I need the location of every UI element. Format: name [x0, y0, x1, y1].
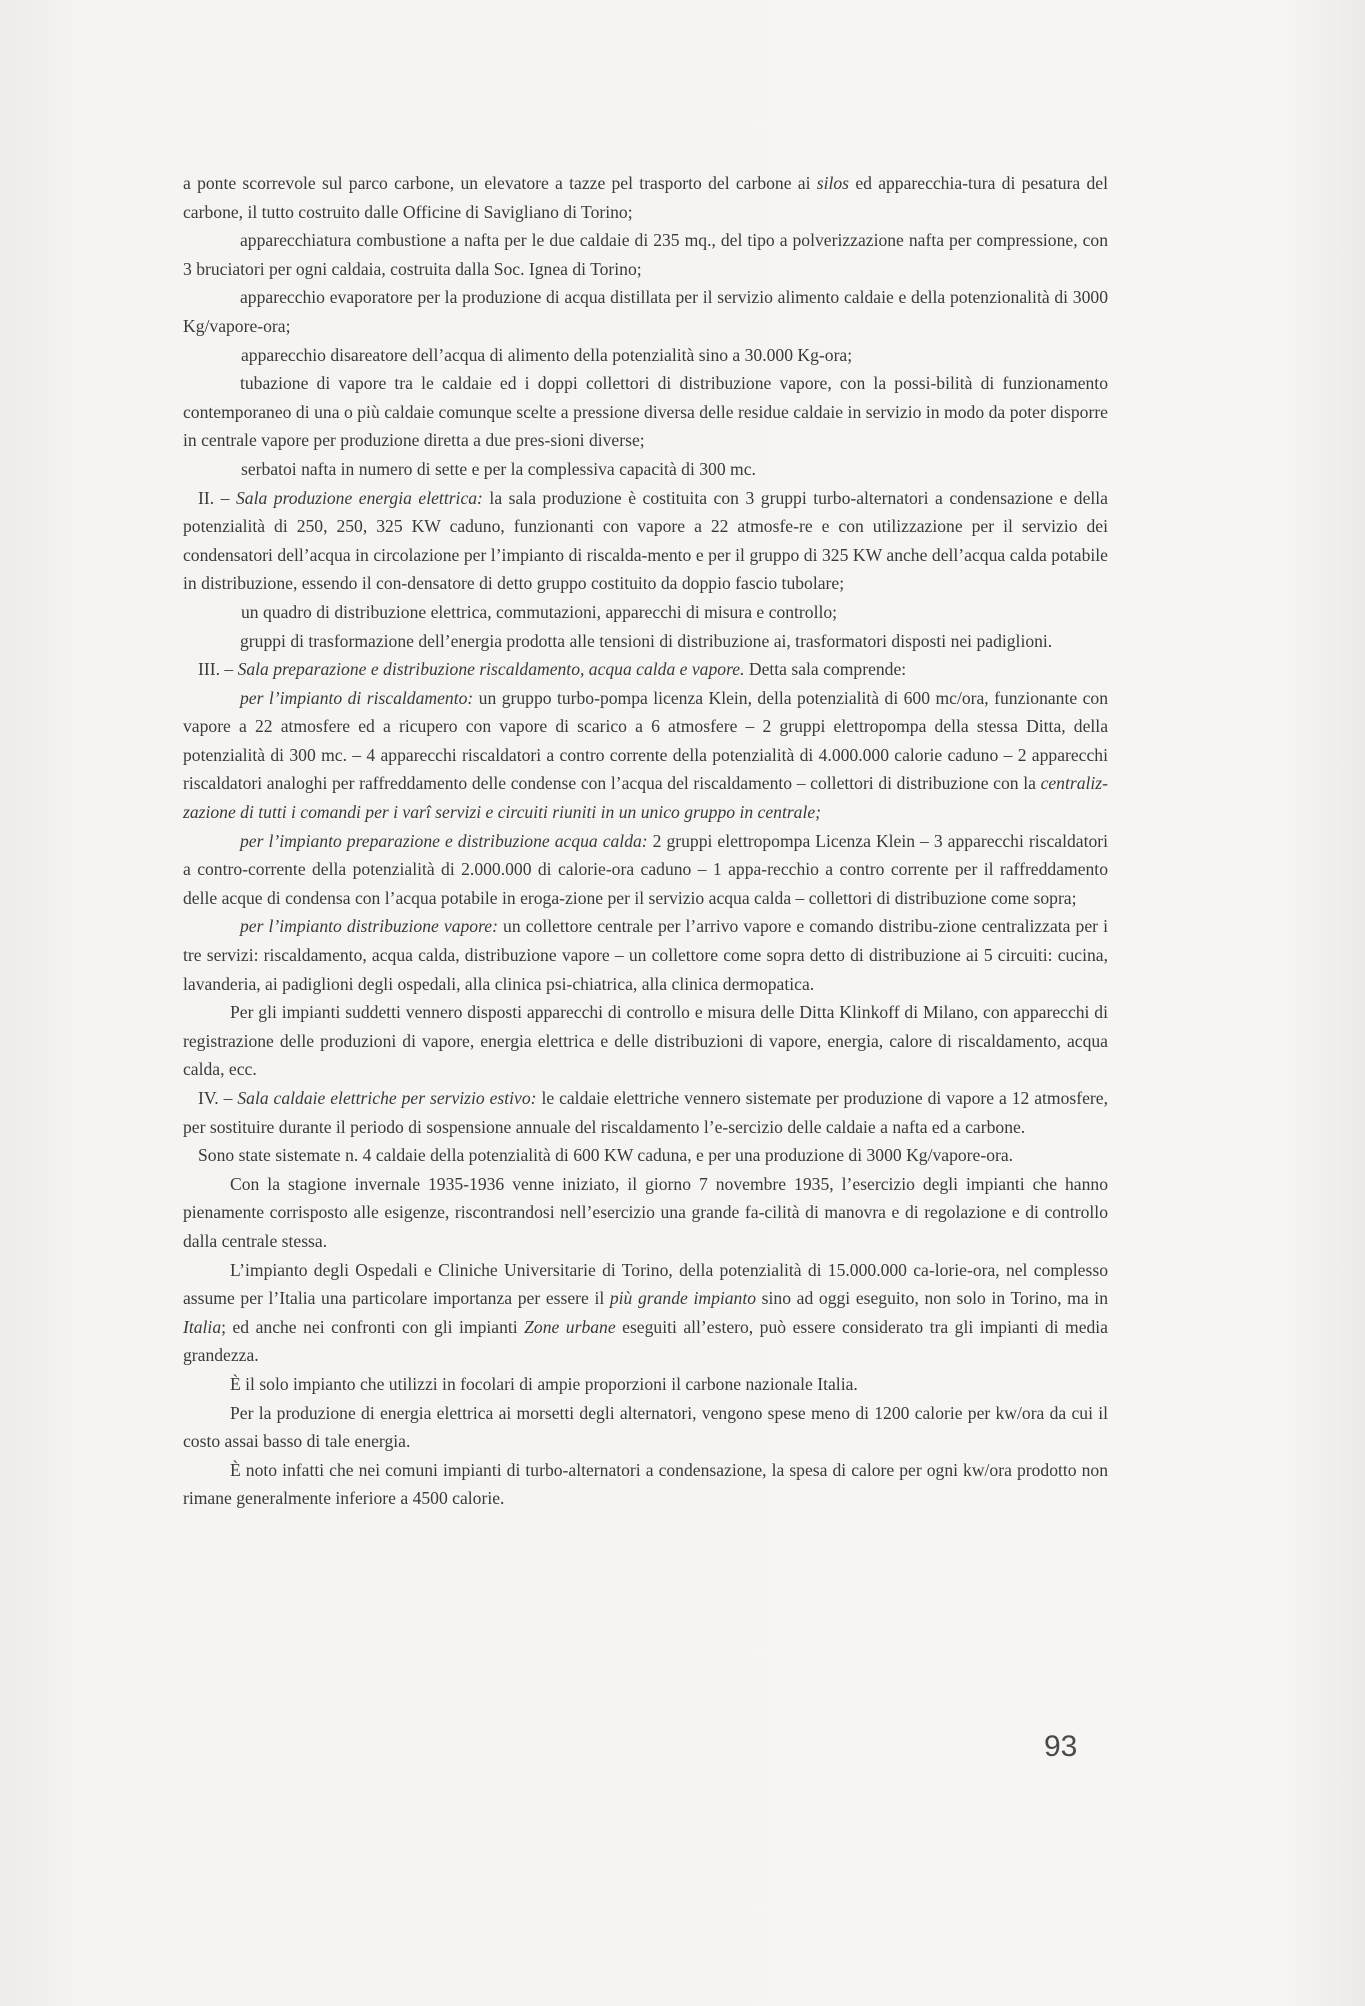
paragraph-p18 [183, 1256, 1108, 1370]
text-run: IV. – [198, 1088, 238, 1108]
paragraph-p16 [183, 1141, 1108, 1170]
text-run: apparecchio evaporatore per la produzione di acqua distillata per il servizio alimento caldaie e della potenzionalità di 3000 Kg/vapore-ora; [183, 287, 1108, 336]
text-run: gruppi di trasformazione dell’energia prodotta alle tensioni di distribuzione ai, trasformatori disposti nei padiglioni. [240, 630, 1053, 651]
italic-text: silos [816, 173, 850, 193]
paragraph-p21 [183, 1456, 1108, 1513]
body-text [183, 169, 1108, 1513]
text-run: Detta sala comprende: [744, 659, 907, 680]
italic-text: centraliz-zazione di tutti i comandi per i varî servizi e circuiti riuniti in un unico gruppo in centrale; [183, 773, 1108, 823]
text-run: a ponte scorrevole sul parco carbone, un elevatore a tazze pel trasporto del carbone ai [183, 173, 817, 193]
text-run: un collettore centrale per l’arrivo vapore e comando distribu-zione centralizzata per i tre servizi: riscaldamento, acqua calda, distribuzione vapore – un collettore come sopra detto di distribuzione ai 5 circuiti: cucina, lavanderia, ai padiglioni degli ospedali, alla clinica psi-chiatrica, alla clinica dermopatica. [183, 916, 1108, 994]
text-run: È noto infatti che nei comuni impianti di turbo-alternatori a condensazione, la spesa di calore per ogni kw/ora prodotto non rimane generalmente inferiore a 4500 calorie. [183, 1459, 1108, 1509]
paragraph-p2 [183, 226, 1108, 283]
text-run: Con la stagione invernale 1935-1936 venne iniziato, il giorno 7 novembre 1935, l’esercizio degli impianti che hanno pienamente corrisposto alle esigenze, riscontrandosi nell’esercizio una grande fa-cilità di manovra e di regolazione e di controllo dalla centrale stessa. [183, 1173, 1108, 1251]
paragraph-p6 [183, 455, 1108, 484]
text-run: L’impianto degli Ospedali e Cliniche Universitarie di Torino, della potenzialità di 15.000.000 ca-lorie-ora, nel complesso assume per l’Italia una particolare importanza per essere il [183, 1259, 1108, 1309]
paragraph-p20 [183, 1399, 1108, 1456]
paragraph-p13 [183, 912, 1108, 998]
paragraph-p8 [183, 598, 1108, 627]
text-run: II. – [198, 487, 236, 508]
italic-text: più grande impianto [609, 1288, 757, 1309]
text-run: apparecchiatura combustione a nafta per le due caldaie di 235 mq., del tipo a polverizzazione nafta per compressione, con 3 bruciatori per ogni caldaia, costruita dalla Soc. Ignea di Torino; [183, 230, 1108, 279]
paragraph-p19 [183, 1370, 1108, 1399]
italic-text: per l’impianto di riscaldamento: [240, 687, 474, 708]
italic-text: Sala produzione energia elettrica: [235, 487, 483, 508]
paragraph-p3 [183, 283, 1108, 340]
paragraph-p5 [183, 369, 1108, 455]
text-run: ed apparecchia-tura di pesatura del carbone, il tutto costruito dalle Officine di Savigliano di Torino; [183, 173, 1108, 222]
text-run: Per gli impianti suddetti vennero disposti apparecchi di controllo e misura delle Ditta Klinkoff di Milano, con apparecchi di registrazione delle produzioni di vapore, energia elettrica e delle distribuzioni di vapore, energia, calore di riscaldamento, acqua calda, ecc. [183, 1002, 1108, 1080]
text-run: apparecchio disareatore dell’acqua di alimento della potenzialità sino a 30.000 Kg-ora; [241, 344, 853, 365]
text-run: È il solo impianto che utilizzi in focolari di ampie proporzioni il carbone nazionale Italia. [230, 1373, 858, 1394]
text-run: 2 gruppi elettropompa Licenza Klein – 3 apparecchi riscaldatori a contro-corrente della potenzialità di 2.000.000 di calorie-ora caduno – 1 appa-recchio a contro corrente per il raffreddamento delle acque di condensa con l’acqua potabile in eroga-zione per il servizio acqua calda – collettori di distribuzione come sopra; [183, 830, 1108, 908]
text-run: Sono state sistemate n. 4 caldaie della potenzialità di 600 KW caduna, e per una produzione di 3000 Kg/vapore-ora. [198, 1145, 1014, 1166]
text-run: le caldaie elettriche vennero sistemate per produzione di vapore a 12 atmosfere, per sostituire durante il periodo di sospensione annuale del riscaldamento l’e-sercizio delle caldaie a nafta ed a carbone. [183, 1088, 1108, 1137]
paragraph-p12 [183, 827, 1108, 913]
italic-text: per l’impianto preparazione e distribuzione acqua calda: [240, 830, 648, 851]
text-run: eseguiti all’estero, può essere considerato tra gli impianti di media grandezza. [183, 1316, 1108, 1366]
paragraph-p4 [183, 341, 1108, 370]
text-run: sino ad oggi eseguito, non solo in Torino, ma in [756, 1288, 1108, 1309]
paragraph-p14 [183, 998, 1108, 1084]
paragraph-p9 [183, 627, 1108, 656]
italic-text: Sala caldaie elettriche per servizio estivo: [237, 1088, 537, 1108]
text-run: tubazione di vapore tra le caldaie ed i doppi collettori di distribuzione vapore, con la possi-bilità di funzionamento contemporaneo di una o più caldaie comunque scelte a pressione diversa delle residue caldaie in servizio in modo da poter disporre in centrale vapore per produzione diretta a due pres-sioni diverse; [183, 373, 1108, 451]
italic-text: Sala preparazione e distribuzione riscaldamento, acqua calda e vapore. [237, 659, 745, 680]
paragraph-p15 [183, 1084, 1108, 1141]
italic-text: per l’impianto distribuzione vapore: [240, 916, 498, 937]
text-run: serbatoi nafta in numero di sette e per la complessiva capacità di 300 mc. [241, 458, 756, 479]
text-run: III. – [198, 659, 238, 680]
italic-text: Italia [183, 1316, 222, 1337]
paragraph-p1 [183, 169, 1108, 226]
paragraph-p17 [183, 1170, 1108, 1256]
text-run: un gruppo turbo-pompa licenza Klein, della potenzialità di 600 mc/ora, funzionante con vapore a 22 atmosfere ed a ricupero con vapore di scarico a 6 atmosfere – 2 gruppi elettropompa della stessa Ditta, della potenzialità di 300 mc. – 4 apparecchi riscaldatori a contro corrente della potenzialità di 4.000.000 calorie caduno – 2 apparecchi riscaldatori analoghi per raffreddamento delle condense con l’acqua del riscaldamento – collettori di distribuzione con la [183, 687, 1108, 794]
text-run: un quadro di distribuzione elettrica, commutazioni, apparecchi di misura e controllo; [241, 601, 838, 622]
text-run: Per la produzione di energia elettrica ai morsetti degli alternatori, vengono spese meno di 1200 calorie per kw/ora da cui il costo assai basso di tale energia. [183, 1402, 1108, 1452]
italic-text: Zone urbane [524, 1316, 616, 1337]
paragraph-p11 [183, 684, 1108, 827]
paragraph-p7 [183, 484, 1108, 598]
paragraph-p10 [183, 655, 1108, 684]
text-run: la sala produzione è costituita con 3 gruppi turbo-alternatori a condensazione e della potenzialità di 250, 250, 325 KW caduno, funzionanti con vapore a 22 atmosfe-re e con utilizzazione per il servizio dei condensatori dell’acqua in circolazione per l’impianto di riscalda-mento e per il gruppo di 325 KW anche dell’acqua calda potabile in distribuzione, essendo il con-densatore di detto gruppo costituito da doppio fascio tubolare; [183, 487, 1108, 594]
text-run: ; ed anche nei confronti con gli impianti [221, 1316, 525, 1337]
page-number: 93 [1044, 1730, 1078, 1763]
